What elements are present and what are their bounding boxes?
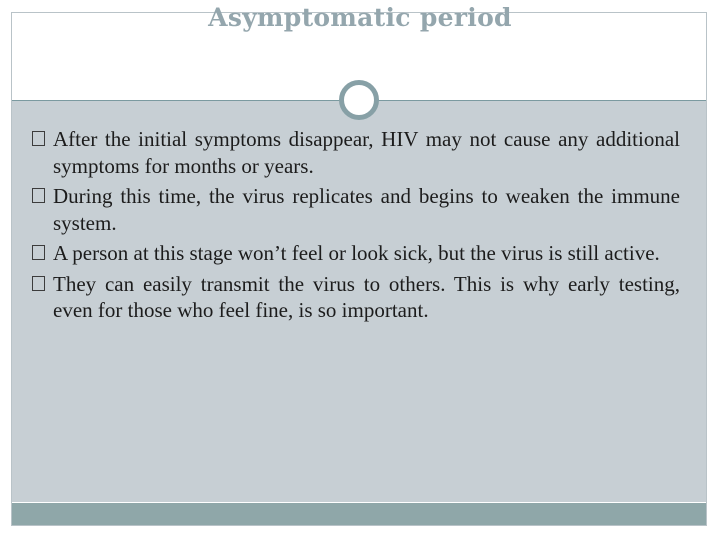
- bullet-item: [32, 240, 680, 267]
- missing-glyph-box-icon: [32, 276, 45, 291]
- bullet-item: [32, 126, 680, 179]
- bullet-text: After the initial symptoms disappear, HIV may not cause any additional symptoms for months or years.: [53, 127, 680, 178]
- bullet-list: [32, 126, 680, 328]
- slide-title: Asymptomatic period: [208, 3, 512, 32]
- bullet-text: They can easily transmit the virus to others. This is why early testing, even for those who feel fine, is so important.: [53, 271, 680, 322]
- bullet-item: [32, 271, 680, 324]
- missing-glyph-box-icon: [32, 131, 45, 146]
- bullet-text: A person at this stage won’t feel or look sick, but the virus is still active.: [53, 241, 660, 265]
- ring-icon: [339, 80, 379, 120]
- missing-glyph-box-icon: [32, 188, 45, 203]
- bullet-item: [32, 183, 680, 236]
- bottom-bar: [12, 503, 706, 525]
- missing-glyph-box-icon: [32, 245, 45, 260]
- bullet-text: During this time, the virus replicates and begins to weaken the immune system.: [53, 184, 680, 235]
